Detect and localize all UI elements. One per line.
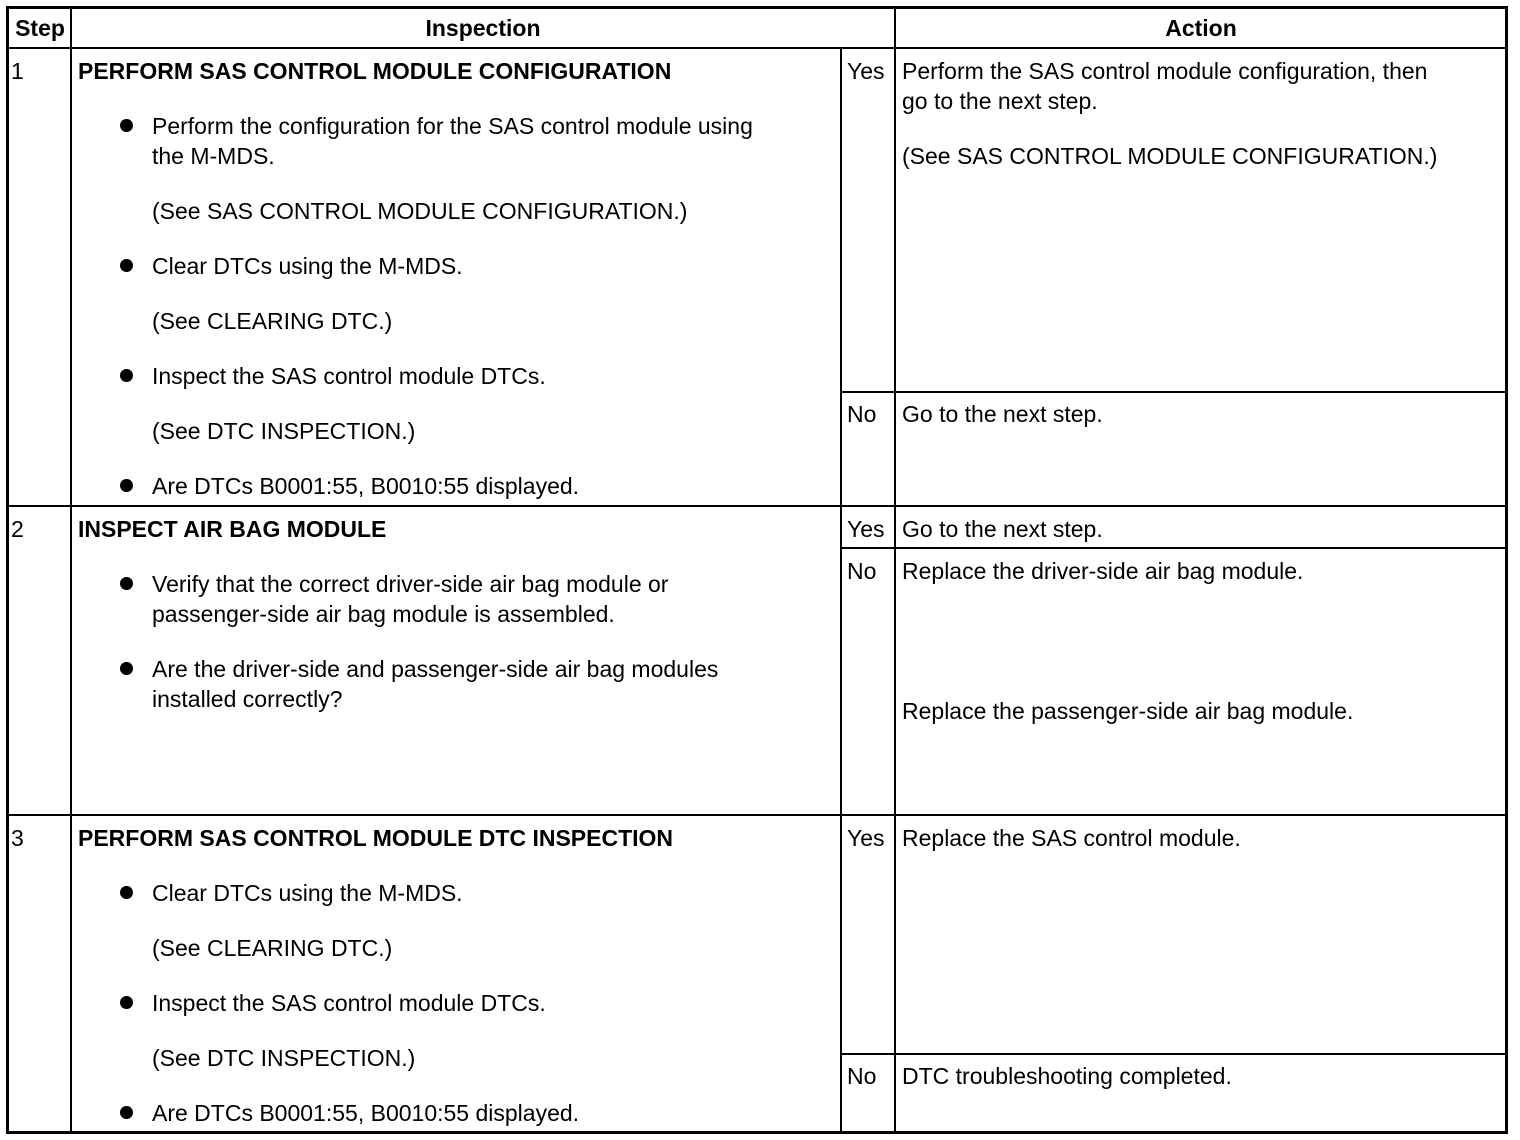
step-title: PERFORM SAS CONTROL MODULE CONFIGURATION <box>78 58 672 84</box>
header-divider <box>7 47 1507 49</box>
step-number: 1 <box>11 58 24 84</box>
bullet-icon <box>120 259 133 272</box>
bullet-icon <box>120 1106 133 1119</box>
step-number: 2 <box>11 516 24 542</box>
action-text: Replace the driver-side air bag module. <box>902 558 1304 584</box>
step-title: PERFORM SAS CONTROL MODULE DTC INSPECTION <box>78 825 674 851</box>
inspection-text: Inspect the SAS control module DTCs. <box>152 990 546 1016</box>
header-inspection: Inspection <box>425 15 541 41</box>
row-divider-2 <box>7 814 1507 816</box>
reference-text: (See CLEARING DTC.) <box>152 308 393 334</box>
reference-text: (See SAS CONTROL MODULE CONFIGURATION.) <box>152 198 688 224</box>
no-label: No <box>847 401 877 427</box>
yesno-column-divider <box>840 48 842 1133</box>
yes-label: Yes <box>847 825 885 851</box>
inspection-text: Clear DTCs using the M-MDS. <box>152 880 463 906</box>
step-column-divider <box>70 7 72 1133</box>
bullet-icon <box>120 886 133 899</box>
reference-text: (See DTC INSPECTION.) <box>152 1045 416 1071</box>
action-column-divider <box>894 7 896 1133</box>
action-text: DTC troubleshooting completed. <box>902 1063 1232 1089</box>
inspection-text: Perform the configuration for the SAS control module using <box>152 113 753 139</box>
step-title: INSPECT AIR BAG MODULE <box>78 516 387 542</box>
bullet-icon <box>120 662 133 675</box>
no-label: No <box>847 558 877 584</box>
row2-yes-no-divider <box>841 547 1507 549</box>
inspection-text: Are the driver-side and passenger-side air bag modules <box>152 656 719 682</box>
row1-yes-no-divider <box>841 391 1507 393</box>
inspection-text: the M-MDS. <box>152 143 275 169</box>
action-text: go to the next step. <box>902 88 1098 114</box>
inspection-text: Clear DTCs using the M-MDS. <box>152 253 463 279</box>
reference-text: (See CLEARING DTC.) <box>152 935 393 961</box>
action-text: Go to the next step. <box>902 401 1103 427</box>
no-label: No <box>847 1063 877 1089</box>
row3-yes-no-divider <box>841 1053 1507 1055</box>
inspection-text: installed correctly? <box>152 686 343 712</box>
yes-label: Yes <box>847 58 885 84</box>
header-action: Action <box>1165 15 1237 41</box>
reference-text: (See SAS CONTROL MODULE CONFIGURATION.) <box>902 143 1438 169</box>
step-number: 3 <box>11 825 24 851</box>
row-divider-1 <box>7 505 1507 507</box>
bullet-icon <box>120 996 133 1009</box>
action-text: Perform the SAS control module configuration, then <box>902 58 1428 84</box>
bullet-icon <box>120 369 133 382</box>
bullet-icon <box>120 577 133 590</box>
bullet-icon <box>120 479 133 492</box>
action-text: Replace the passenger-side air bag module. <box>902 698 1354 724</box>
header-step: Step <box>15 15 65 41</box>
inspection-text: Inspect the SAS control module DTCs. <box>152 363 546 389</box>
inspection-text: Verify that the correct driver-side air bag module or <box>152 571 669 597</box>
action-text: Replace the SAS control module. <box>902 825 1241 851</box>
inspection-text: Are DTCs B0001:55, B0010:55 displayed. <box>152 473 580 499</box>
bullet-icon <box>120 119 133 132</box>
reference-text: (See DTC INSPECTION.) <box>152 418 416 444</box>
inspection-text: passenger-side air bag module is assembled. <box>152 601 615 627</box>
inspection-text: Are DTCs B0001:55, B0010:55 displayed. <box>152 1100 580 1126</box>
action-text: Go to the next step. <box>902 516 1103 542</box>
yes-label: Yes <box>847 516 885 542</box>
